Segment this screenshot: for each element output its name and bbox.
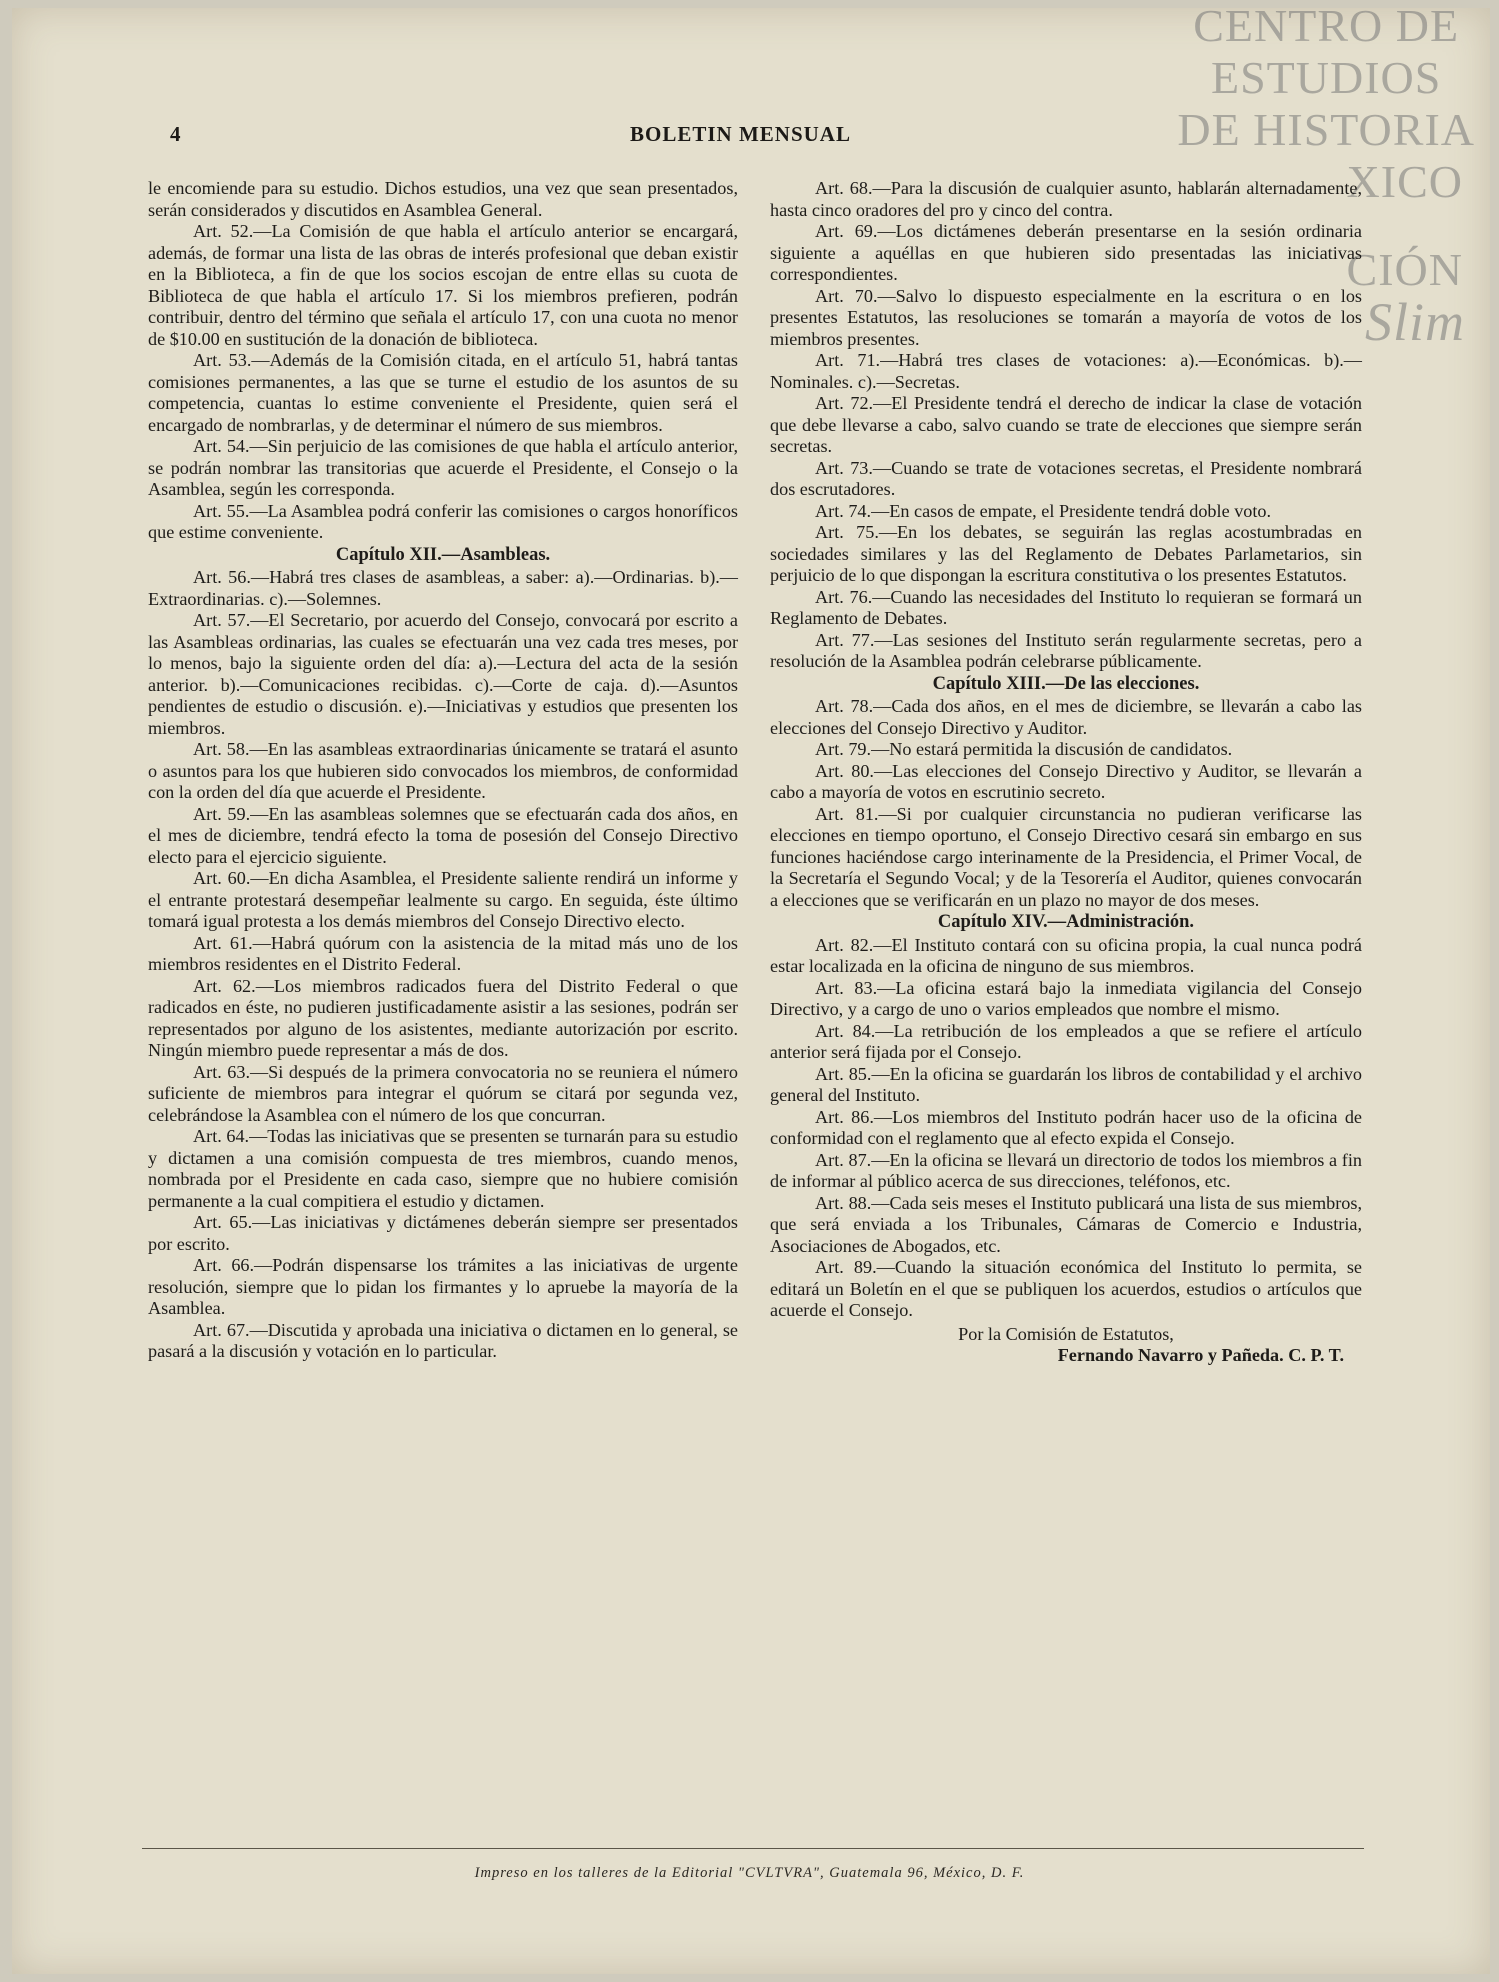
chapter-heading: Capítulo XII.—Asambleas.: [335, 544, 551, 565]
article-paragraph: Art. 56.—Habrá tres clases de asambleas, a saber: a).—Ordinarias. b).—Extraordinarias. c).—Solemnes.: [148, 567, 738, 609]
article-paragraph: Art. 86.—Los miembros del Instituto podrán hacer uso de la oficina de conformidad con el reglamento que al efecto expida el Consejo.: [770, 1106, 1362, 1148]
article-paragraph: Art. 72.—El Presidente tendrá el derecho de indicar la clase de votación que debe llevarse a cabo, salvo cuando se trate de elecciones que siempre serán secretas.: [770, 393, 1362, 456]
article-paragraph: Art. 81.—Si por cualquier circunstancia no pudieran verificarse las elecciones en tiempo oportuno, el Consejo Directivo cesará sin embargo en sus funciones haciéndose cargo interinamente de la Presidencia, el Primer Vocal, de la Secretaría el Segundo Vocal; y de la Tesorería el Auditor, quienes convocarán a elecciones que se verificarán en un plazo no mayor de dos meses.: [770, 803, 1362, 910]
watermark-signature: Slim: [1364, 292, 1465, 352]
watermark-line: CENTRO DE: [1193, 0, 1460, 51]
watermark-line: XICO: [1346, 156, 1463, 207]
right-column-body: [770, 178, 1362, 1322]
left-column: [148, 178, 738, 1363]
signature-name: Fernando Navarro y Pañeda. C. P. T.: [1057, 1345, 1344, 1365]
article-paragraph: Art. 66.—Podrán dispensarse los trámites a las iniciativas de urgente resolución, siempre que lo pidan los firmantes y lo apruebe la mayoría de la Asamblea.: [148, 1255, 738, 1318]
signature-committee: Por la Comisión de Estatutos,: [958, 1323, 1174, 1344]
article-paragraph: Art. 87.—En la oficina se llevará un directorio de todos los miembros a fin de informar al público acerca de sus direcciones, teléfonos, etc.: [770, 1149, 1362, 1191]
article-paragraph: Art. 53.—Además de la Comisión citada, en el artículo 51, habrá tantas comisiones permanentes, a las que se turne el estudio de los asuntos de su competencia, cuantas lo estime conveniente el Presidente, quien será el encargado de nombrarlas, y de determinar el número de sus miembros.: [148, 350, 738, 435]
article-paragraph: le encomiende para su estudio. Dichos estudios, una vez que sean presentados, serán considerados y discutidos en Asamblea General.: [148, 178, 738, 220]
watermark-line: CIÓN: [1346, 244, 1463, 295]
chapter-heading: Capítulo XIV.—Administración.: [937, 912, 1195, 932]
watermark-line: DE HISTORIA: [1177, 104, 1475, 155]
article-paragraph: Art. 54.—Sin perjuicio de las comisiones de que habla el artículo anterior, se podrán nombrar las transitorias que acuerde el Presidente, el Consejo o la Asamblea, según les corresponda.: [148, 436, 738, 499]
article-paragraph: Art. 63.—Si después de la primera convocatoria no se reuniera el número suficiente de miembros para integrar el quórum se citará por segunda vez, celebrándose la Asamblea con el número de los que concurran.: [148, 1061, 738, 1125]
page-header: [170, 122, 870, 152]
article-paragraph: Art. 65.—Las iniciativas y dictámenes deberán siempre ser presentados por escrito.: [148, 1212, 738, 1254]
article-paragraph: Art. 78.—Cada dos años, en el mes de diciembre, se llevarán a cabo las elecciones del Consejo Directivo y Auditor.: [770, 696, 1362, 738]
imprint-footer: Impreso en los talleres de la Editorial "CVLTVRA", Guatemala 96, México, D. F.: [474, 1865, 1025, 1881]
article-paragraph: Art. 67.—Discutida y aprobada una iniciativa o dictamen en lo general, se pasará a la discusión y votación en lo particular.: [148, 1319, 738, 1361]
article-paragraph: Art. 71.—Habrá tres clases de votaciones: a).—Económicas. b).—Nominales. c).—Secretas.: [770, 350, 1362, 392]
article-paragraph: Art. 69.—Los dictámenes deberán presentarse en la sesión ordinaria siguiente a aquéllas en que hubieren sido presentadas las iniciativas correspondientes.: [770, 221, 1362, 284]
article-paragraph: Art. 57.—El Secretario, por acuerdo del Consejo, convocará por escrito a las Asambleas ordinarias, las cuales se efectuarán una vez cada tres meses, por lo menos, bajo la siguiente orden del día: a).—Lectura del acta de la sesión anterior. b).—Comunicaciones recibidas. c).—Corte de caja. d).—Asuntos pendientes de estudio o discusión. e).—Iniciativas y estudios que presenten los miembros.: [148, 610, 738, 738]
article-paragraph: Art. 85.—En la oficina se guardarán los libros de contabilidad y el archivo general del Instituto.: [770, 1063, 1362, 1105]
article-paragraph: Art. 80.—Las elecciones del Consejo Directivo y Auditor, se llevarán a cabo a mayoría de votos en escrutinio secreto.: [770, 760, 1362, 802]
article-paragraph: Art. 82.—El Instituto contará con su oficina propia, la cual nunca podrá estar localizada en la oficina de ninguno de sus miembros.: [770, 934, 1362, 976]
page-number: 4: [170, 122, 181, 146]
article-paragraph: Art. 61.—Habrá quórum con la asistencia de la mitad más uno de los miembros residentes en el Distrito Federal.: [148, 932, 738, 974]
article-paragraph: Art. 70.—Salvo lo dispuesto especialmente en la escritura o en los presentes Estatutos, las resoluciones se tomarán a mayoría de votos de los miembros presentes.: [770, 285, 1362, 349]
chapter-heading: Capítulo XIII.—De las elecciones.: [932, 673, 1200, 694]
right-column: [770, 178, 1362, 1367]
article-paragraph: Art. 55.—La Asamblea podrá conferir las comisiones o cargos honoríficos que estime conveniente.: [148, 500, 738, 542]
article-paragraph: Art. 77.—Las sesiones del Instituto serán regularmente secretas, pero a resolución de la Asamblea podrán celebrarse públicamente.: [770, 629, 1362, 671]
page-title: BOLETIN MENSUAL: [630, 122, 851, 146]
footer-rule: [142, 1848, 1364, 1849]
article-paragraph: Art. 73.—Cuando se trate de votaciones secretas, el Presidente nombrará dos escrutadores.: [770, 457, 1362, 499]
article-paragraph: Art. 64.—Todas las iniciativas que se presenten se turnarán para su estudio y dictamen a una comisión compuesta de tres miembros, cuando menos, nombrada por el Presidente en cada caso, siempre que no hubiere comisión permanente a la cual compitiera el estudio y dictamen.: [148, 1126, 738, 1211]
article-paragraph: Art. 76.—Cuando las necesidades del Instituto lo requieran se formará un Reglamento de Debates.: [770, 586, 1362, 628]
article-paragraph: Art. 88.—Cada seis meses el Instituto publicará una lista de sus miembros, que será enviada a los Tribunales, Cámaras de Comercio e Industria, Asociaciones de Abogados, etc.: [770, 1192, 1362, 1256]
article-paragraph: Art. 62.—Los miembros radicados fuera del Distrito Federal o que radicados en éste, no pudieren justificadamente asistir a las sesiones, podrán ser representados por alguno de los asistentes, mediante autorización por escrito. Ningún miembro puede representar a más de dos.: [148, 975, 738, 1060]
article-paragraph: Art. 75.—En los debates, se seguirán las reglas acostumbradas en sociedades similares y las del Reglamento de Debates Parlametarios, sin perjuicio de lo que dispongan la escritura constitutiva o los presentes Estatutos.: [770, 522, 1362, 585]
article-paragraph: Art. 68.—Para la discusión de cualquier asunto, hablarán alternadamente, hasta cinco oradores del pro y cinco del contra.: [770, 178, 1362, 220]
article-paragraph: Art. 52.—La Comisión de que habla el artículo anterior se encargará, además, de formar una lista de las obras de interés profesional que deban existir en la Biblioteca, a fin de que los socios escojan de entre ellas su cuota de Biblioteca de que habla el artículo 17. Si los miembros prefieren, podrán contribuir, dentro del término que señala el artículo 17, con una cuota no menor de $10.00 en sustitución de la donación de biblioteca.: [148, 221, 738, 349]
article-paragraph: Art. 89.—Cuando la situación económica del Instituto lo permita, se editará un Boletín en el que se publiquen los acuerdos, estudios o artículos que acuerde el Consejo.: [770, 1257, 1362, 1320]
article-paragraph: Art. 60.—En dicha Asamblea, el Presidente saliente rendirá un informe y el entrante protestará desempeñar lealmente su cargo. En seguida, éste último tomará igual protesta a los demás miembros del Consejo Directivo electo.: [148, 868, 738, 931]
article-paragraph: Art. 83.—La oficina estará bajo la inmediata vigilancia del Consejo Directivo, y a cargo de uno o varios empleados que nombre el mismo.: [770, 977, 1362, 1019]
article-paragraph: Art. 58.—En las asambleas extraordinarias únicamente se tratará el asunto o asuntos para los que hubieren sido convocados los miembros, de conformidad con la orden del día que acuerde el Presidente.: [148, 739, 738, 802]
article-paragraph: Art. 59.—En las asambleas solemnes que se efectuarán cada dos años, en el mes de diciembre, tendrá efecto la toma de posesión del Consejo Directivo electo para el ejercicio siguiente.: [148, 803, 738, 867]
watermark-line: ESTUDIOS: [1211, 52, 1442, 103]
article-paragraph: Art. 74.—En casos de empate, el Presidente tendrá doble voto.: [815, 500, 1272, 521]
article-paragraph: Art. 84.—La retribución de los empleados a que se refiere el artículo anterior será fijada por el Consejo.: [770, 1020, 1362, 1062]
article-paragraph: Art. 79.—No estará permitida la discusión de candidatos.: [815, 739, 1233, 759]
